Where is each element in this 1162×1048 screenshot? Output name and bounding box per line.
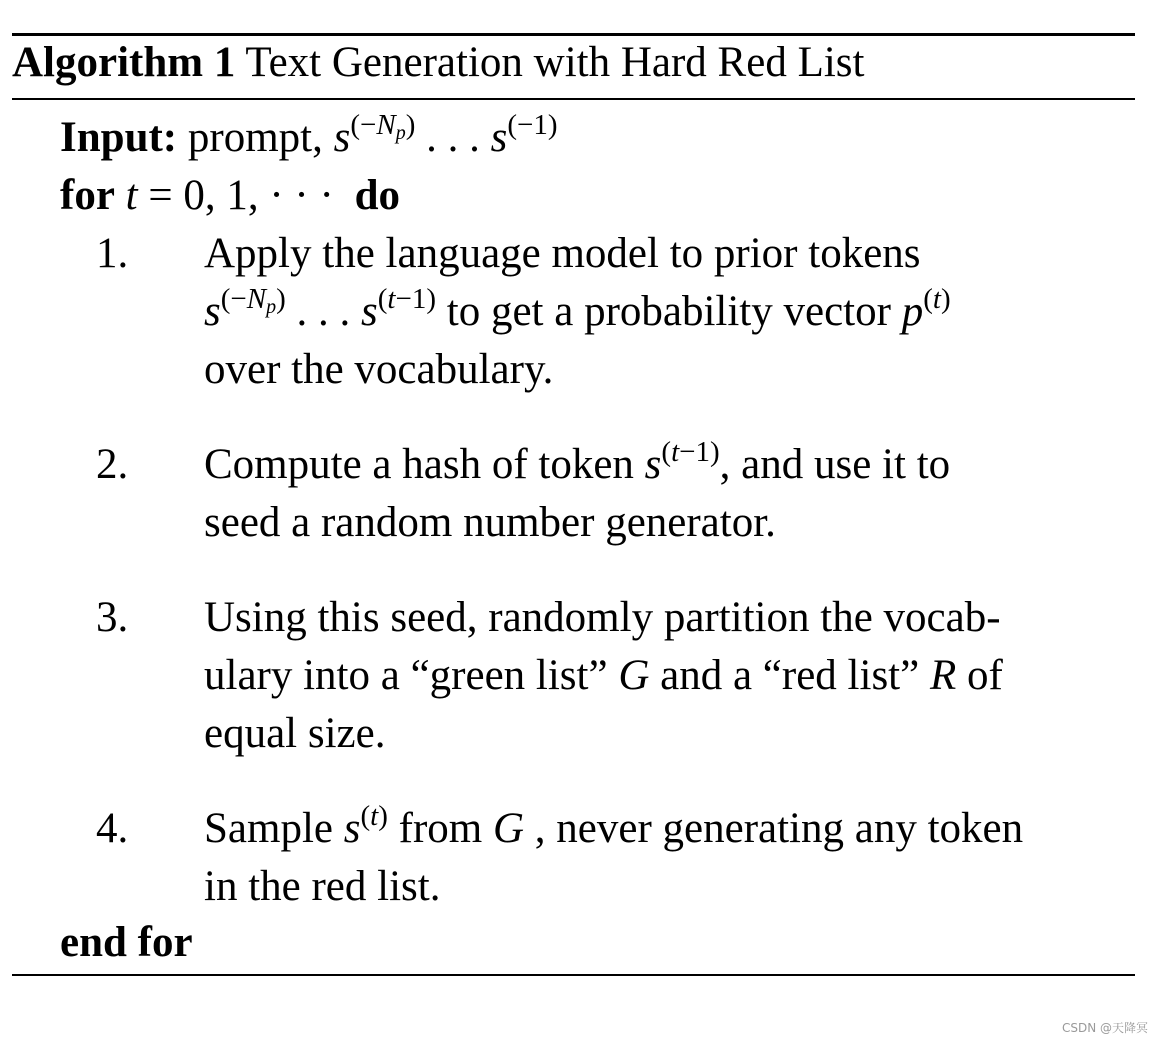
step-2-line-1 xyxy=(204,436,951,488)
step-4-line-1 xyxy=(204,800,1024,852)
step-3-line-2 xyxy=(204,654,1003,697)
step-1-line-2 xyxy=(204,283,951,335)
green-list-math: G xyxy=(618,652,650,699)
watermark: CSDN @天降冥 xyxy=(1061,1021,1148,1035)
step-1-line-1: Apply the language model to prior tokens xyxy=(204,230,921,277)
step-2-line-1-text: Compute a hash of token xyxy=(204,441,634,488)
step-4-green-list-math: G xyxy=(492,805,525,852)
step-3-line-2-a: ulary into a “green list” xyxy=(204,652,608,699)
step-1-line-2-text: to get a probability vector xyxy=(446,288,891,335)
step-4-line-1-b: from xyxy=(398,805,483,852)
step-2-token-math: $s^{(t-1)}$ xyxy=(644,436,720,488)
step-4-sample-math: $s^{(t)}$ xyxy=(343,800,388,852)
input-keyword: Input: xyxy=(60,114,178,161)
step-4-line-1-c: , never generating any token xyxy=(534,805,1024,852)
step-4-line-1-a: Sample xyxy=(204,805,333,852)
caption-rule xyxy=(12,98,1135,100)
bottom-rule xyxy=(12,974,1135,976)
step-3-line-2-b: and a “red list” xyxy=(660,652,920,699)
input-text: prompt, xyxy=(187,114,323,161)
step-3-line-3: equal size. xyxy=(204,710,386,757)
for-range: t = 0, 1, · · · xyxy=(125,172,334,219)
step-2-number: 2. xyxy=(96,441,129,488)
step-3-number: 3. xyxy=(96,594,129,641)
step-1-line-3: over the vocabulary. xyxy=(204,346,554,393)
for-keyword: for xyxy=(60,172,115,219)
for-line xyxy=(60,174,400,217)
step-4-line-2: in the red list. xyxy=(204,863,441,910)
step-2-line-2: seed a random number generator. xyxy=(204,499,776,546)
input-line xyxy=(60,109,558,161)
step-3-line-1: Using this seed, randomly partition the vocab- xyxy=(204,594,1001,641)
algorithm-title: Text Generation with Hard Red List xyxy=(245,39,865,86)
step-1-prob-vector-math: $p^{(t)}$ xyxy=(901,283,951,335)
step-2-line-1-tail: , and use it to xyxy=(719,441,951,488)
step-3-line-2-c: of xyxy=(967,652,1003,699)
step-1-token-range-math: $s^{(-Np)}$ . . . $s^{(t-1)}$ xyxy=(204,283,436,335)
prompt-math: $s^{(-Np)}$ . . . $s^{(-1)}$ xyxy=(333,109,558,161)
algorithm-caption xyxy=(12,41,864,84)
red-list-math: R xyxy=(929,652,957,699)
top-rule xyxy=(12,33,1135,36)
step-4-number: 4. xyxy=(96,805,129,852)
do-keyword: do xyxy=(354,172,400,219)
algorithm-label: Algorithm 1 xyxy=(12,39,236,86)
end-for-keyword: end for xyxy=(60,919,193,966)
step-1-number: 1. xyxy=(96,230,129,277)
